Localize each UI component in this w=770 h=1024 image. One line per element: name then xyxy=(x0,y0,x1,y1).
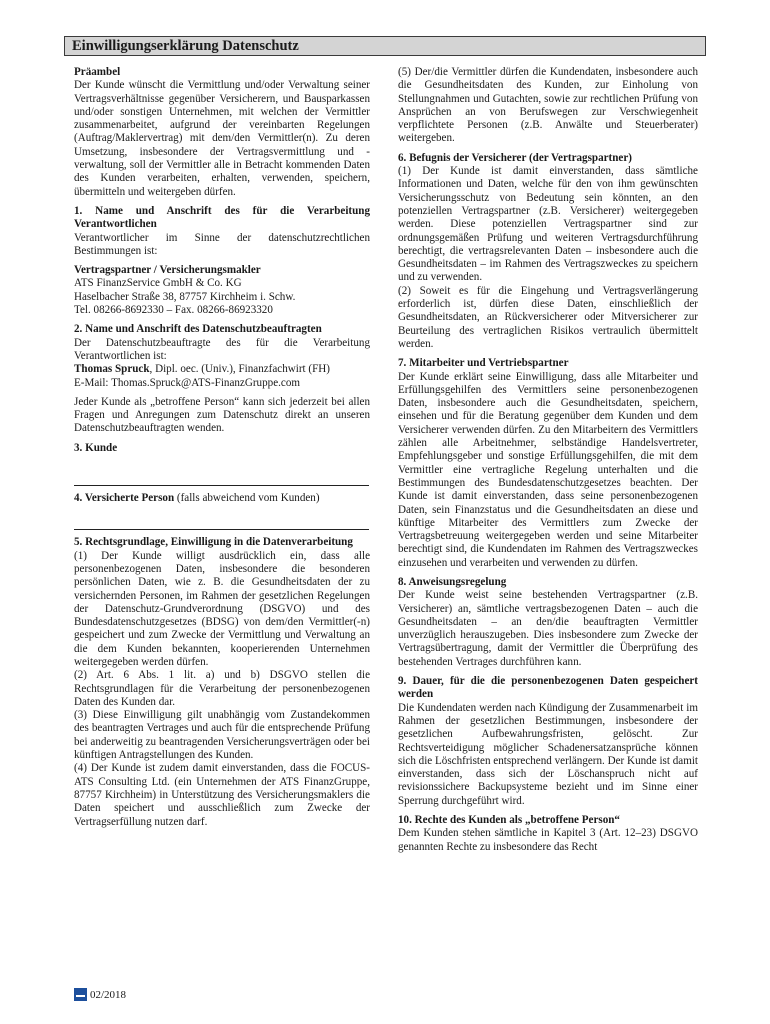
section-4-suffix: (falls abweichend vom Kunden) xyxy=(174,492,320,505)
section-7-heading: 7. Mitarbeiter und Vertriebspartner xyxy=(398,357,569,370)
section-3-heading: 3. Kunde xyxy=(74,441,118,454)
dpo-line xyxy=(74,363,370,376)
section-1-text: Verantwortlicher im Sinne der datenschutzrechtlichen Bestimmungen ist: xyxy=(74,231,370,257)
right-column xyxy=(398,66,698,854)
section-4-line xyxy=(74,492,370,505)
section-6-heading: 6. Befugnis der Versicherer (der Vertragspartner) xyxy=(398,151,632,164)
section-5-heading: 5. Rechtsgrundlage, Einwilligung in die Datenverarbeitung xyxy=(74,536,353,549)
dpo-name: Thomas Spruck xyxy=(74,363,150,376)
section-8-text: Der Kunde weist seine bestehenden Vertragspartner (z.B. Versicherer) an, sämtliche vertragsbezogenen Daten – auch die Gesundheitsdaten – an den/die beauftragten Vermittler unverzüglich herauszugeben. Dies insbesondere zum Zwecke der Vertragsübertragung, damit der Vermittler die Überprüfung des bestehenden Vertrages durchführen kann. xyxy=(398,589,698,668)
dpo-email: E-Mail: Thomas.Spruck@ATS-FinanzGruppe.com xyxy=(74,376,300,389)
section-5-paragraph-5: (5) Der/die Vermittler dürfen die Kundendaten, insbesondere auch die Gesundheitsdaten des Kunden, zur Einholung von Stellungnahmen und Gutachten, sowie zur rechtlichen Prüfung von Ansprüchen an von Berufswegen zur Verschwiegenheit verpflichtete Personen (z.B. Anwälte und Steuerberater) weitergeben. xyxy=(398,66,698,145)
dpo-title: , Dipl. oec. (Univ.), Finanzfachwirt (FH) xyxy=(149,363,330,376)
section-2-text: Der Datenschutzbeauftragte des für die Verarbeitung Verantwortlichen ist: xyxy=(74,336,370,362)
section-5-paragraph-3: (3) Diese Einwilligung gilt unabhängig vom Zustandekommen des beantragten Vertrages und auch für die entsprechende Prüfung bei anderweitig zu beantragenden Versicherungsverträgen oder bei künftigen Antragstellungen des Kunden. xyxy=(74,709,370,762)
praeambel-text: Der Kunde wünscht die Vermittlung und/oder Verwaltung seiner Vertragsverhältnisse gegenüber Versicherern, und Bausparkassen und/oder sonstigen Unternehmen, mit welchen der Vermittler zusammenarbeitet, aufgrund der vereinbarten Regelungen (Auftrag/Maklervertrag) mit dem/den Vermittler(n). Zu deren Umsetzung, insbesondere der Vertragsvermittlung und -verwaltung, soll der Vermittler alle in Betracht kommenden Daten des Kunden verarbeiten, erhalten, verwenden, speichern, übermitteln und weitergeben dürfen. xyxy=(74,79,370,198)
section-2-heading: 2. Name und Anschrift des Datenschutzbeauftragten xyxy=(74,323,322,336)
company-heading: Vertragspartner / Versicherungsmakler xyxy=(74,264,261,277)
insured-person-field-line[interactable] xyxy=(74,529,369,530)
company-phone: Tel. 08266-8692330 – Fax. 08266-86923320 xyxy=(74,304,273,317)
company-name: ATS FinanzService GmbH & Co. KG xyxy=(74,277,242,290)
praeambel-heading: Präambel xyxy=(74,66,121,78)
dpo-note: Jeder Kunde als „betroffene Person“ kann sich jederzeit bei allen Fragen und Anregungen zum Datenschutz direkt an unseren Datenschutzbeauftragten wenden. xyxy=(74,395,370,435)
company-address: Haselbacher Straße 38, 87757 Kirchheim i. Schw. xyxy=(74,290,296,303)
section-5-paragraph-2: (2) Art. 6 Abs. 1 lit. a) und b) DSGVO stellen die Rechtsgrundlagen für die Verarbeitung der personenbezogenen Daten des Kunden dar. xyxy=(74,669,370,708)
section-4-heading: 4. Versicherte Person xyxy=(74,492,175,505)
document-title: Einwilligungserklärung Datenschutz xyxy=(72,38,299,54)
left-column xyxy=(74,66,370,829)
customer-field-line[interactable] xyxy=(74,485,369,486)
section-6-paragraph-2: (2) Soweit es für die Eingehung und Vertragsverlängerung erforderlich ist, dürfen diese Daten, einschließlich der Gesundheitsdaten, an Rückversicherer oder Mitversicherer zur Beurteilung des vertraglichen Risikos vertraulich übermittelt werden. xyxy=(398,284,698,350)
section-10-heading: 10. Rechte des Kunden als „betroffene Person“ xyxy=(398,814,620,827)
footer xyxy=(74,988,126,1001)
section-7-text: Der Kunde erklärt seine Einwilligung, dass alle Mitarbeiter und Erfüllungsgehilfen des Vermittlers seine personenbezogenen Daten, insbesondere auch die Gesundheitsdaten, speichern, einsehen und für die Beratung gegenüber dem Kunden und dem Versicherer verwenden dürfen. Zu den Mitarbeitern des Vermittlers zählen alle Arbeitnehmer, selbständige Handelsvertreter, Empfehlungsgeber und sonstige Erfüllungsgehilfen, die mit dem Vermittler eine vertragliche Regelung unterhalten und die Bestimmungen des Bundesdatenschutzgesetzes beachten. Der Kunde ist damit einverstanden, dass seine personenbezogenen Daten, sein Finanzstatus und die Gesundheitsdaten an diese und künftige Mitarbeiter des Vermittlers zum Zwecke der Vertragsbetreuung weitergegeben werden und seine Mitarbeiter berechtigt sind, die Kundendaten im Rahmen des Vertragszweckes einzusehen und verarbeiten und verwenden zu dürfen. xyxy=(398,370,698,569)
section-10-text: Dem Kunden stehen sämtliche in Kapitel 3 (Art. 12–23) DSGVO genannten Rechte zu insbesondere das Recht xyxy=(398,827,698,853)
section-6-paragraph-1: (1) Der Kunde ist damit einverstanden, dass sämtliche Informationen und Daten, welche für den von ihm gewünschten Versicherungsschutz von Bedeutung sein könnten, an den potenziellen Vertragspartner (z.B. Versicherer) weitergegeben werden. Diese potenziellen Vertragspartner sind zur ordnungsgemäßen Prüfung und weiteren Vertragsdurchführung berechtigt, die vertragsrelevanten Daten – insbesondere auch die Gesundheitsdaten – im Rahmen des Vertragszweckes zu speichern und zu verwenden. xyxy=(398,165,698,284)
ats-logo-icon xyxy=(74,988,87,1001)
section-9-text: Die Kundendaten werden nach Kündigung der Zusammenarbeit im Rahmen der gesetzlichen Bestimmungen, insbesondere der gesetzlichen Aufbewahrungsfristen, gelöscht. Zur Rechtsverteidigung möglicher Schadenersatzansprüche können sich die Löschfristen entsprechend verlängern. Der Kunde ist damit einverstanden, dass sich der Löschanspruch nicht auf revisionssichere Backupsysteme bezieht und im Sinne einer Sperrung durchgeführt wird. xyxy=(398,701,698,807)
document-title-bar xyxy=(64,36,706,56)
footer-date: 02/2018 xyxy=(90,988,127,1001)
section-5-paragraph-1: (1) Der Kunde willigt ausdrücklich ein, dass alle personenbezogenen Daten, insbesondere die besonderen persönlichen Daten, wie z. B. die Gesundheitsdaten der zu versichernden Personen, im Rahmen der gesetzlichen Regelungen der Datenschutz-Grundverordnung (DSGVO) und des Bundesdatenschutzgesetzes (BDSG) von dem/den Vermittler(-n) gespeichert und zum Zwecke der Vermittlung und Verwaltung an die dem Kunden bekannten, kooperierenden Unternehmen weitergegeben werden dürfen. xyxy=(74,549,370,668)
section-5-paragraph-4: (4) Der Kunde ist zudem damit einverstanden, dass die FOCUS-ATS Consulting Ltd. (ein Unternehmen der ATS FinanzGruppe, 87757 Kirchheim) in Unterstützung des Versicherungsmaklers die Daten speichert und ausschließlich zum Zwecke der Vertragserfüllung nutzen darf. xyxy=(74,762,370,828)
section-1-heading: 1. Name und Anschrift des für die Verarbeitung Verantwortlichen xyxy=(74,204,370,231)
section-8-heading: 8. Anweisungsregelung xyxy=(398,575,507,588)
section-9-heading: 9. Dauer, für die die personenbezogenen Daten gespeichert werden xyxy=(398,675,698,701)
